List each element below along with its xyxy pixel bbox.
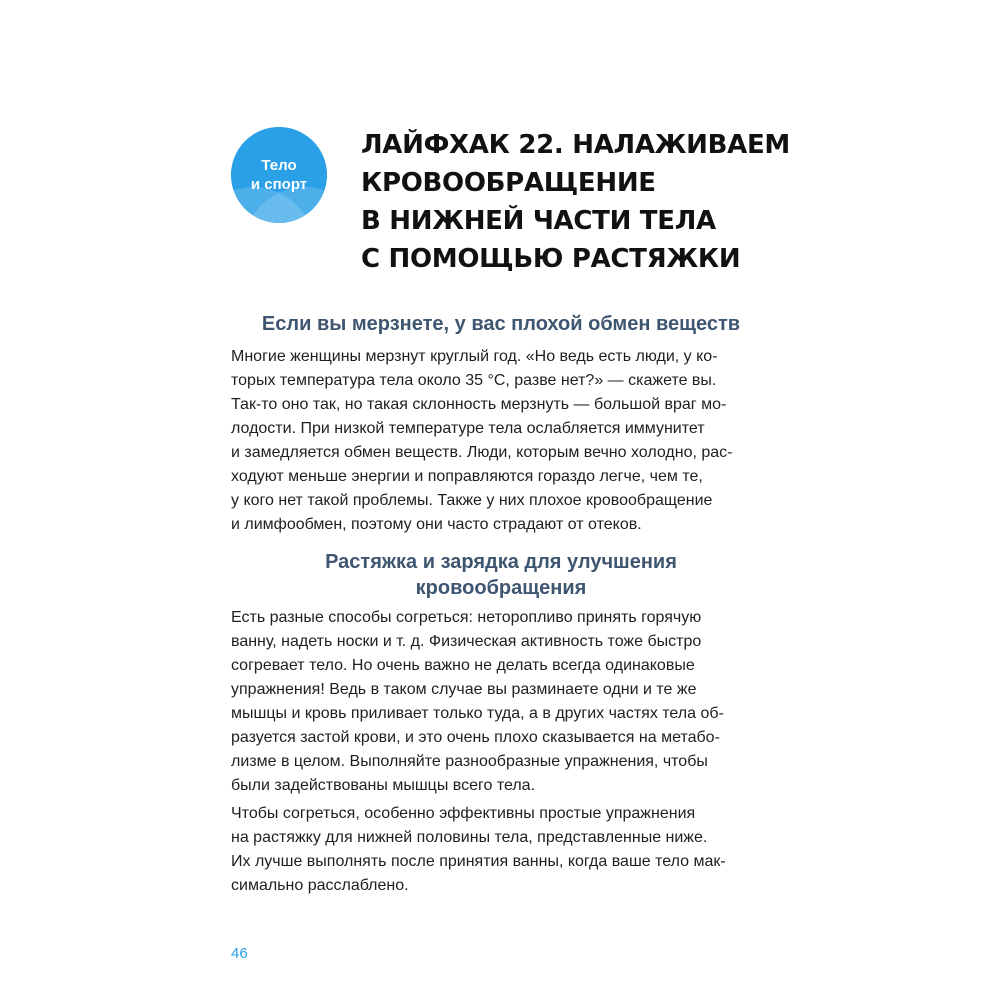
title-line: КРОВООБРАЩЕНИЕ (361, 168, 656, 198)
text-line: лизме в целом. Выполняйте разнообразные упражнения, чтобы (231, 753, 708, 770)
title-line: ЛАЙФХАК 22. НАЛАЖИВАЕМ (361, 130, 791, 160)
text-line: торых температура тела около 35 °C, разве нет?» — скажете вы. (231, 372, 717, 389)
text-line: ходуют меньше энергии и поправляются гораздо легче, чем те, (231, 468, 703, 485)
text-line: Их лучше выполнять после принятия ванны, когда ваше тело мак- (231, 853, 726, 870)
title-line: С ПОМОЩЬЮ РАСТЯЖКИ (361, 244, 741, 274)
text-line: и замедляется обмен веществ. Люди, которым вечно холодно, рас- (231, 444, 733, 461)
section-heading-cold (231, 311, 771, 337)
text-line: лодости. При низкой температуре тела ослабляется иммунитет (231, 420, 705, 437)
category-badge (231, 127, 327, 223)
text-line: Чтобы согреться, особенно эффективны простые упражнения (231, 805, 696, 822)
heading-line: кровообращения (415, 577, 587, 599)
text-line: мышцы и кровь приливает только туда, а в других частях тела об- (231, 705, 724, 722)
text-line: Есть разные способы согреться: неторопливо принять горячую (231, 609, 702, 626)
text-line: Многие женщины мерзнут круглый год. «Но ведь есть люди, у ко- (231, 348, 718, 365)
chapter-title (361, 126, 791, 278)
page-number: 46 (231, 945, 248, 962)
title-line: В НИЖНЕЙ ЧАСТИ ТЕЛА (361, 206, 716, 236)
paragraph-warming-methods (231, 606, 771, 798)
text-line: симально расслаблено. (231, 877, 409, 894)
text-line: и лимфообмен, поэтому они часто страдают от отеков. (231, 516, 642, 533)
heading-line: Растяжка и зарядка для улучшения (325, 551, 677, 573)
text-line: ванну, надеть носки и т. д. Физическая активность тоже быстро (231, 633, 702, 650)
heading-line: Если вы мерзнете, у вас плохой обмен веществ (261, 313, 741, 335)
text-line: Так-то оно так, но такая склонность мерзнуть — большой враг мо- (231, 396, 727, 413)
text-line: согревает тело. Но очень важно не делать всегда одинаковые (231, 657, 695, 674)
badge-line: и спорт (250, 176, 308, 193)
text-line: у кого нет такой проблемы. Также у них плохое кровообращение (231, 492, 713, 509)
text-line: разуется застой крови, и это очень плохо сказывается на метабо- (231, 729, 720, 746)
text-line: упражнения! Ведь в таком случае вы разминаете одни и те же (231, 681, 697, 698)
paragraph-stretching-exercises (231, 802, 771, 898)
badge-line: Тело (261, 157, 297, 174)
text-line: были задействованы мышцы всего тела. (231, 777, 536, 794)
text-line: на растяжку для нижней половины тела, представленные ниже. (231, 829, 708, 846)
paragraph-cold (231, 345, 771, 537)
section-heading-stretching (231, 549, 771, 601)
badge-label (231, 156, 327, 194)
